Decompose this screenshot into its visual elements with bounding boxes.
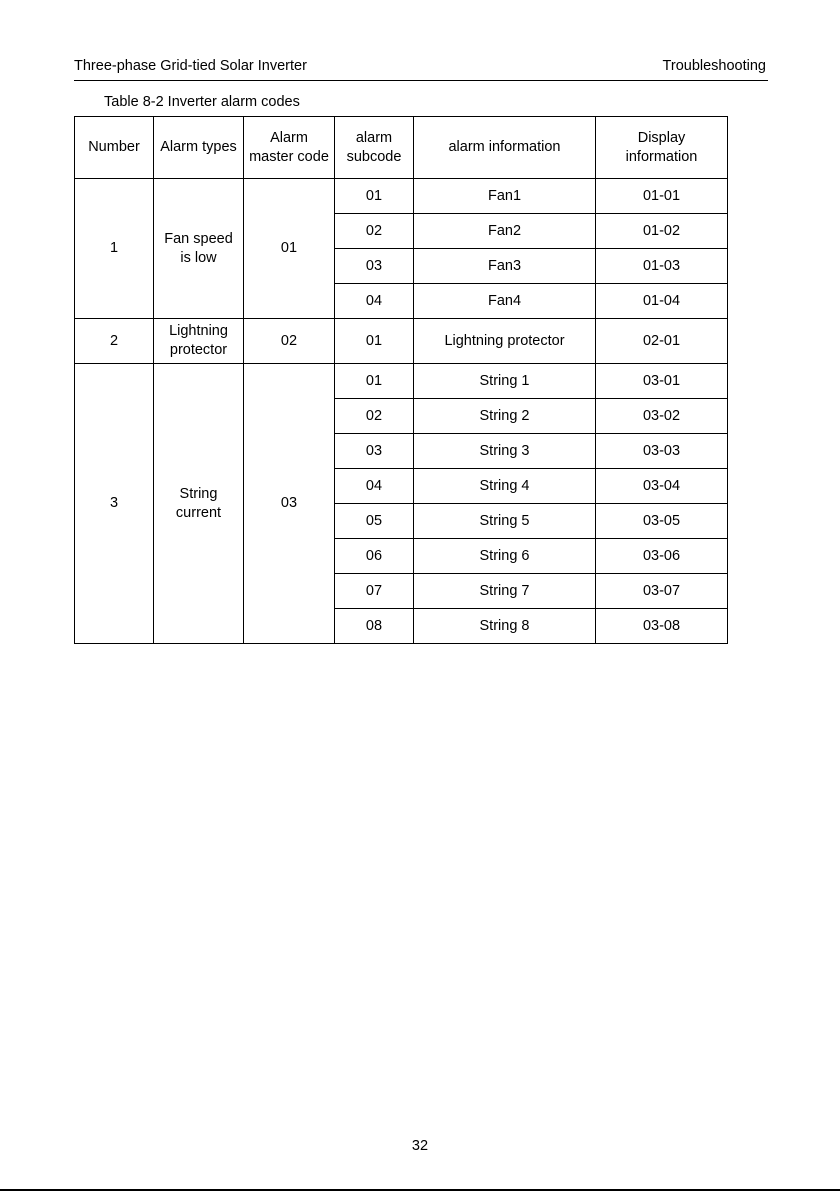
subcode-cell: 06 [335, 539, 414, 574]
info-cell: String 8 [414, 609, 596, 644]
info-cell: String 4 [414, 469, 596, 504]
info-cell: Fan3 [414, 249, 596, 284]
display-cell: 01-04 [596, 284, 728, 319]
subcode-cell: 05 [335, 504, 414, 539]
subcode-cell: 01 [335, 319, 414, 364]
group-master-cell: 01 [244, 179, 335, 319]
info-cell: Fan1 [414, 179, 596, 214]
display-cell: 01-03 [596, 249, 728, 284]
group-type-cell: String current [154, 364, 244, 644]
info-cell: String 7 [414, 574, 596, 609]
info-cell: String 6 [414, 539, 596, 574]
subcode-cell: 01 [335, 179, 414, 214]
subcode-cell: 02 [335, 399, 414, 434]
info-cell: String 1 [414, 364, 596, 399]
group-number-cell: 1 [75, 179, 154, 319]
display-cell: 03-08 [596, 609, 728, 644]
display-cell: 03-07 [596, 574, 728, 609]
header-alarm-information: alarm information [414, 117, 596, 179]
display-cell: 02-01 [596, 319, 728, 364]
header-number: Number [75, 117, 154, 179]
display-cell: 03-06 [596, 539, 728, 574]
subcode-cell: 04 [335, 469, 414, 504]
display-cell: 03-01 [596, 364, 728, 399]
info-cell: Fan2 [414, 214, 596, 249]
info-cell: String 2 [414, 399, 596, 434]
display-cell: 01-02 [596, 214, 728, 249]
subcode-cell: 03 [335, 249, 414, 284]
display-cell: 01-01 [596, 179, 728, 214]
info-cell: String 5 [414, 504, 596, 539]
subcode-cell: 01 [335, 364, 414, 399]
subcode-cell: 04 [335, 284, 414, 319]
display-cell: 03-04 [596, 469, 728, 504]
page-bottom-rule [0, 1189, 840, 1191]
page-header [74, 56, 768, 81]
group-type-cell: Lightning protector [154, 319, 244, 364]
table-header-row [75, 117, 728, 179]
table-row [75, 179, 728, 214]
section-title: Troubleshooting [662, 58, 766, 74]
info-cell: Fan4 [414, 284, 596, 319]
header-alarm-types: Alarm types [154, 117, 244, 179]
header-display-information: Display information [596, 117, 728, 179]
alarm-codes-table [74, 116, 728, 644]
info-cell: Lightning protector [414, 319, 596, 364]
table-row [75, 319, 728, 364]
table-caption: Table 8-2 Inverter alarm codes [104, 94, 300, 110]
info-cell: String 3 [414, 434, 596, 469]
document-title: Three-phase Grid-tied Solar Inverter [74, 58, 307, 74]
display-cell: 03-03 [596, 434, 728, 469]
header-subcode: alarm subcode [335, 117, 414, 179]
group-master-cell: 02 [244, 319, 335, 364]
subcode-cell: 07 [335, 574, 414, 609]
header-master-code: Alarm master code [244, 117, 335, 179]
display-cell: 03-05 [596, 504, 728, 539]
subcode-cell: 08 [335, 609, 414, 644]
subcode-cell: 03 [335, 434, 414, 469]
group-number-cell: 2 [75, 319, 154, 364]
group-type-cell: Fan speed is low [154, 179, 244, 319]
table-row [75, 364, 728, 399]
subcode-cell: 02 [335, 214, 414, 249]
group-master-cell: 03 [244, 364, 335, 644]
display-cell: 03-02 [596, 399, 728, 434]
group-number-cell: 3 [75, 364, 154, 644]
page-number: 32 [411, 1138, 429, 1154]
